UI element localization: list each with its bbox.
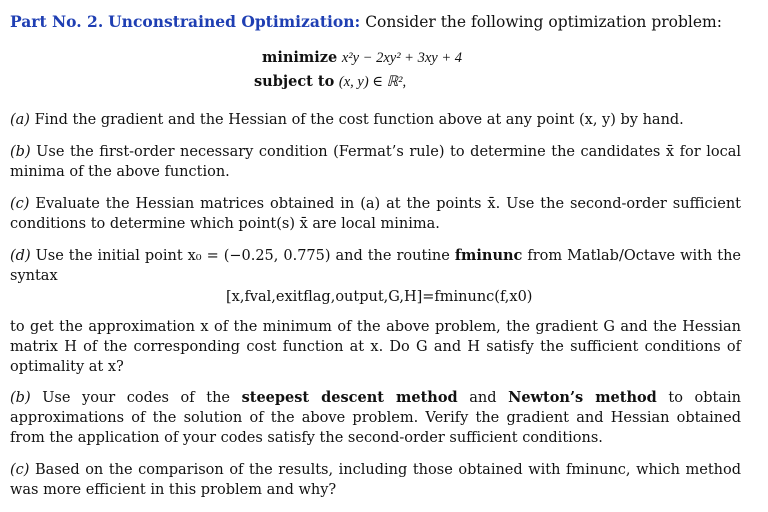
question-label: (c) (10, 462, 30, 478)
objective-line (262, 49, 462, 67)
question-label: (a) (10, 112, 30, 128)
part-label: Part No. 2. (10, 12, 104, 31)
question-c2 (10, 460, 741, 500)
question-text: Use the initial point x₀ = (−0.25, 0.775) and the routine (35, 248, 450, 264)
question-b2 (10, 388, 741, 448)
question-text: Use the first-order necessary condition (Fermat’s rule) to determine the candidates x̄ for local minima of the above function. (10, 144, 741, 180)
method-steepest-descent: steepest descent method (241, 389, 458, 406)
code-syntax: [x,fval,exitflag,output,G,H]=fminunc(f,x0) (226, 289, 533, 305)
question-text: Find the gradient and the Hessian of the cost function above at any point (x, y) by hand. (34, 112, 684, 128)
part-header (10, 12, 722, 31)
question-text: Based on the comparison of the results, including those obtained with fminunc, which method was more efficient in this problem and why? (10, 462, 742, 498)
question-label: (b) (10, 144, 31, 160)
question-label: (b) (10, 390, 31, 406)
and-word: and (469, 390, 497, 406)
question-c1 (10, 194, 741, 234)
question-text: Evaluate the Hessian matrices obtained in (a) at the points x̄. Use the second-order sufficient conditions to determine which point(s) x̄ are local minima. (10, 196, 742, 232)
constraint-expression: (x, y) ∈ ℝ², (338, 74, 407, 90)
topic-title: Unconstrained Optimization: (108, 12, 361, 31)
question-text-cont: from Matlab/Octave with the syntax (10, 248, 741, 284)
intro-text: Consider the following optimization problem: (365, 13, 722, 31)
method-newton: Newton’s method (508, 389, 657, 406)
objective-expression: x²y − 2xy² + 3xy + 4 (341, 50, 462, 66)
question-b1 (10, 142, 741, 182)
question-text: Use your codes of the (42, 390, 230, 406)
constraint-line (254, 73, 406, 91)
question-text-cont: to obtain approximations of the solution of the above problem. Verify the gradient and Hessian obtained from the application of your codes satisfy the second-order sufficient conditions. (10, 390, 742, 446)
subject-to-label: subject to (254, 73, 335, 90)
question-a1 (10, 110, 741, 130)
question-label: (c) (10, 196, 30, 212)
question-label: (d) (10, 248, 31, 264)
question-d (10, 246, 741, 286)
routine-name: fminunc (454, 247, 523, 264)
question-d-continuation: to get the approximation x of the minimum of the above problem, the gradient G and the Hessian matrix H of the corresponding cost function at x. Do G and H satisfy the sufficient conditions of optimality at x? (10, 319, 741, 375)
minimize-label: minimize (262, 49, 338, 66)
